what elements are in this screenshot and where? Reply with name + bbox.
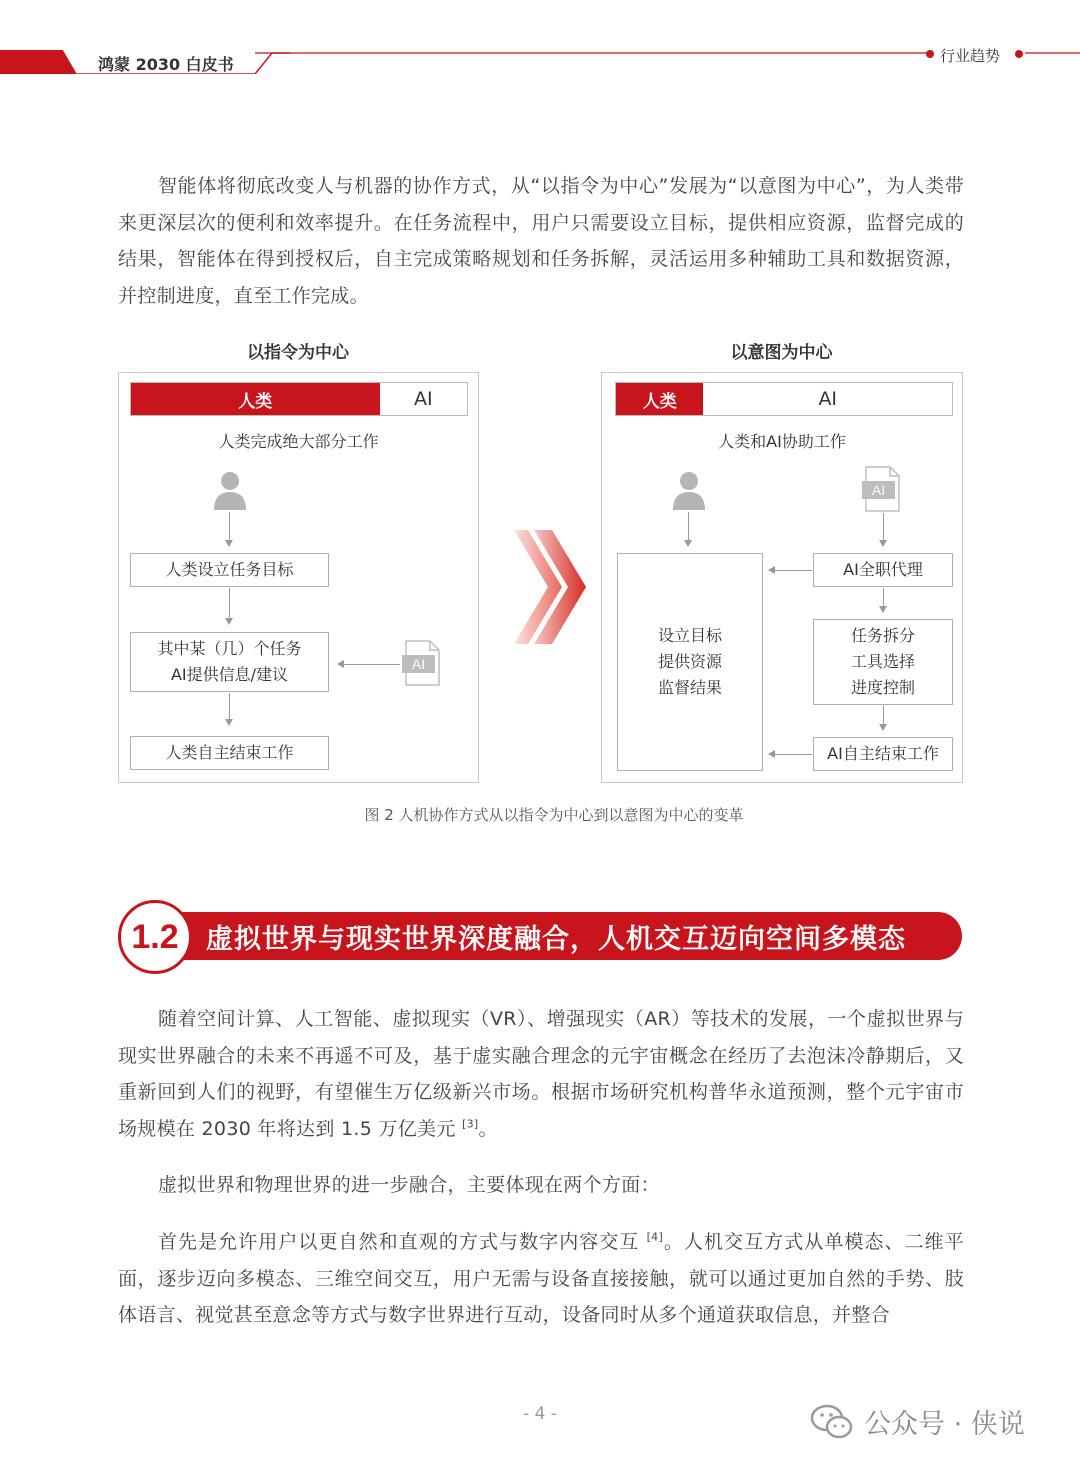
person-icon [212, 470, 248, 510]
watermark [810, 1402, 1025, 1441]
arrow-down [225, 540, 233, 547]
reference: [4] [646, 1230, 664, 1244]
connector [344, 664, 400, 665]
person-icon [671, 470, 707, 510]
right-ratio-bar [615, 382, 953, 416]
arrow-left [768, 750, 775, 758]
arrow-left [768, 566, 775, 574]
step-ai-assist [130, 632, 329, 692]
paragraph-text: 。 [478, 1117, 498, 1140]
paragraph-2: 虚拟世界和物理世界的进一步融合，主要体现在两个方面： [158, 1174, 660, 1196]
bar-ai: AI [703, 383, 952, 415]
connector [883, 513, 884, 542]
left-ratio-bar [130, 382, 468, 416]
connector [775, 570, 812, 571]
paragraph-text: 随着空间计算、人工智能、虚拟现实（VR）、增强现实（AR）等技术的发展，一个虚拟世界与现实世界融合的未来不再遥不可及，基于虚实融合理念的元宇宙概念在经历了去泡沫冷静期后，又重新回到人们的视野，有望催生万亿级新兴市场。根据市场研究机构普华永道预测，整个元宇宙市场规模在 2030 年将达到 1.5 万亿美元 [118, 1008, 964, 1140]
ai-full-agent: AI全职代理 [813, 553, 953, 587]
arrow-down [879, 540, 887, 547]
arrow-down [879, 724, 887, 731]
reference: [3] [461, 1117, 479, 1131]
bar-human: 人类 [131, 383, 380, 415]
left-subtitle: 人类完成绝大部分工作 [218, 432, 379, 451]
right-panel-title: 以意图为中心 [730, 343, 833, 363]
connector [775, 754, 812, 755]
section-number-badge [118, 900, 192, 974]
arrow-left [337, 660, 344, 668]
task-line: 工具选择 [850, 652, 915, 671]
bar-ai: AI [380, 383, 467, 415]
doc-title: 鸿蒙 2030 白皮书 [98, 55, 234, 74]
paragraph-1 [118, 1001, 964, 1147]
step-line: AI提供信息/建议 [170, 665, 289, 684]
step-line: 其中某（几）个任务 [157, 639, 302, 658]
watermark-text: 公众号 · 侠说 [864, 1409, 1025, 1440]
task-line: 进度控制 [850, 678, 915, 697]
ai-finish: AI自主结束工作 [813, 737, 953, 771]
ai-document-icon [402, 640, 442, 686]
role-line: 提供资源 [657, 652, 722, 671]
connector [883, 706, 884, 726]
connector [229, 512, 230, 542]
bar-human: 人类 [616, 383, 703, 415]
connector [229, 588, 230, 620]
step-set-goal: 人类设立任务目标 [130, 553, 329, 587]
figure-caption: 图 2 人机协作方式从以指令为中心到以意图为中心的变革 [364, 806, 744, 824]
wechat-icon [810, 1403, 854, 1441]
header-dot [1015, 50, 1023, 58]
header-dot [926, 50, 934, 58]
right-subtitle: 人类和AI协助工作 [718, 432, 846, 451]
ai-doc-label: AI [871, 482, 886, 498]
ai-doc-label: AI [411, 656, 426, 672]
paragraph-3 [118, 1224, 964, 1334]
section-number: 1.2 [131, 917, 179, 956]
arrow-down [225, 719, 233, 726]
arrow-down [684, 540, 692, 547]
role-line: 监督结果 [657, 678, 722, 697]
paragraph-text: 首先是允许用户以更自然和直观的方式与数字内容交互 [158, 1231, 640, 1253]
task-line: 任务拆分 [850, 626, 915, 645]
section-label: 行业趋势 [940, 47, 1001, 65]
connector [688, 512, 689, 542]
section-title: 虚拟世界与现实世界深度融合，人机交互迈向空间多模态 [206, 924, 906, 955]
left-panel-title: 以指令为中心 [247, 343, 349, 363]
intro-paragraph: 智能体将彻底改变人与机器的协作方式，从“以指令为中心”发展为“以意图为中心”，为人类带来更深层次的便利和效率提升。在任务流程中，用户只需要设立目标，提供相应资源，监督完成的结果，智能体在得到授权后，自主完成策略规划和任务拆解，灵活运用多种辅助工具和数据资源，并控制进度，直至工作完成。 [118, 175, 964, 307]
paragraph-text: 。人机交互方式从单模态、二维平面，逐步迈向多模态、三维空间交互，用户无需与设备直接接触，就可以通过更加自然的手势、肢体语言、视觉甚至意念等方式与数字世界进行互动，设备同时从多个通道获取信息，并整合 [118, 1231, 964, 1326]
step-human-finish: 人类自主结束工作 [130, 736, 329, 770]
connector [883, 588, 884, 608]
human-role-box [617, 553, 763, 771]
transition-chevron-icon [510, 528, 588, 646]
role-line: 设立目标 [657, 626, 722, 645]
connector [229, 693, 230, 721]
arrow-down [225, 618, 233, 625]
page-number: - 4 - [523, 1404, 557, 1424]
ai-document-icon [862, 466, 902, 512]
ai-task-box [813, 619, 953, 705]
arrow-down [879, 606, 887, 613]
